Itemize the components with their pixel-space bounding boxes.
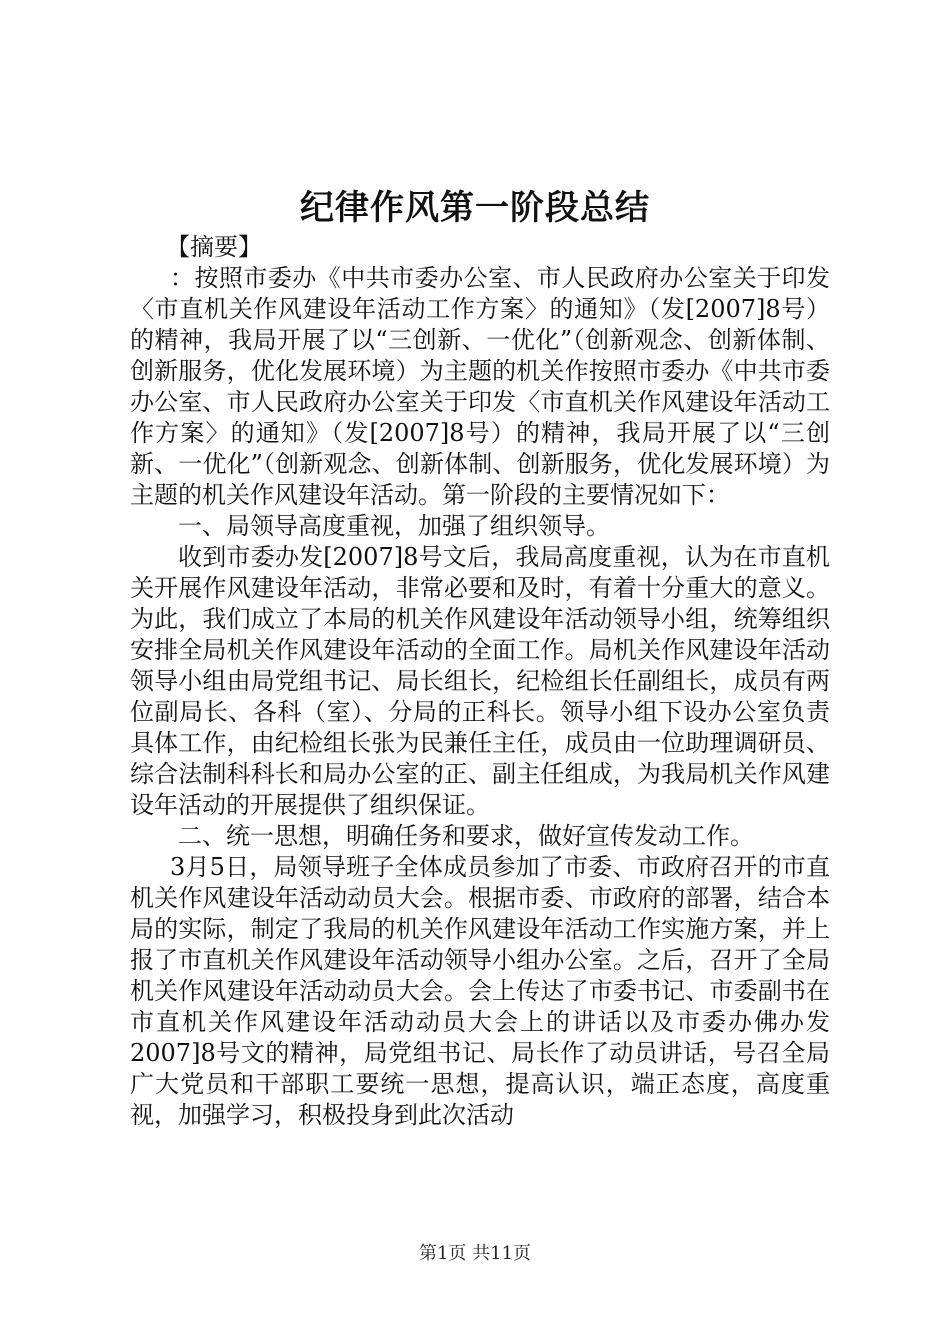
abstract-label: 【摘要】 — [166, 233, 262, 261]
section-heading-1: 一、局领导高度重视，加强了组织领导。 — [178, 512, 610, 540]
document-title: 纪律作风第一阶段总结 — [300, 188, 650, 228]
document-body — [130, 232, 830, 1131]
body-paragraph-2: 3月5日，局领导班子全体成员参加了市委、市政府召开的市直机关作风建设年活动动员大会。根据市委、市政府的部署，结合本局的实际，制定了我局的机关作风建设年活动工作实施方案，并上报了市直机关作风建设年活动领导小组办公室。之后，召开了全局机关作风建设年活动动员大会。会上传达了市委书记、市委副书在市直机关作风建设年活动动员大会上的讲话以及市委办佛办发2007]8号文的精神，局党组书记、局长作了动员讲话，号召全局广大党员和干部职工要统一思想，提高认识，端正态度，高度重视，加强学习，积极投身到此次活动 — [130, 853, 830, 1129]
page-footer: 第1页 共11页 — [418, 1243, 532, 1264]
body-paragraph-1: 收到市委办发[2007]8号文后，我局高度重视，认为在市直机关开展作风建设年活动，非常必要和及时，有着十分重大的意义。为此，我们成立了本局的机关作风建设年活动领导小组，统筹组织安排全局机关作风建设年活动的全面工作。局机关作风建设年活动领导小组由局党组书记、局长组长，纪检组长任副组长，成员有两位副局长、各科（室）、分局的正科长。领导小组下设办公室负责具体工作，由纪检组长张为民兼任主任，成员由一位助理调研员、综合法制科科长和局办公室的正、副主任组成，为我局机关作风建设年活动的开展提供了组织保证。 — [130, 543, 830, 819]
section-heading-2: 二、统一思想，明确任务和要求，做好宣传发动工作。 — [178, 822, 754, 850]
abstract-paragraph: ：按照市委办《中共市委办公室、市人民政府办公室关于印发〈市直机关作风建设年活动工作方案〉的通知》（发[2007]8号）的精神，我局开展了以“三创新、一优化”（创新观念、创新体制、创新服务，优化发展环境）为主题的机关作按照市委办《中共市委办公室、市人民政府办公室关于印发〈市直机关作风建设年活动工作方案〉的通知》（发[2007]8号）的精神，我局开展了以“三创新、一优化”（创新观念、创新体制、创新服务，优化发展环境）为主题的机关作风建设年活动。第一阶段的主要情况如下： — [130, 264, 830, 509]
